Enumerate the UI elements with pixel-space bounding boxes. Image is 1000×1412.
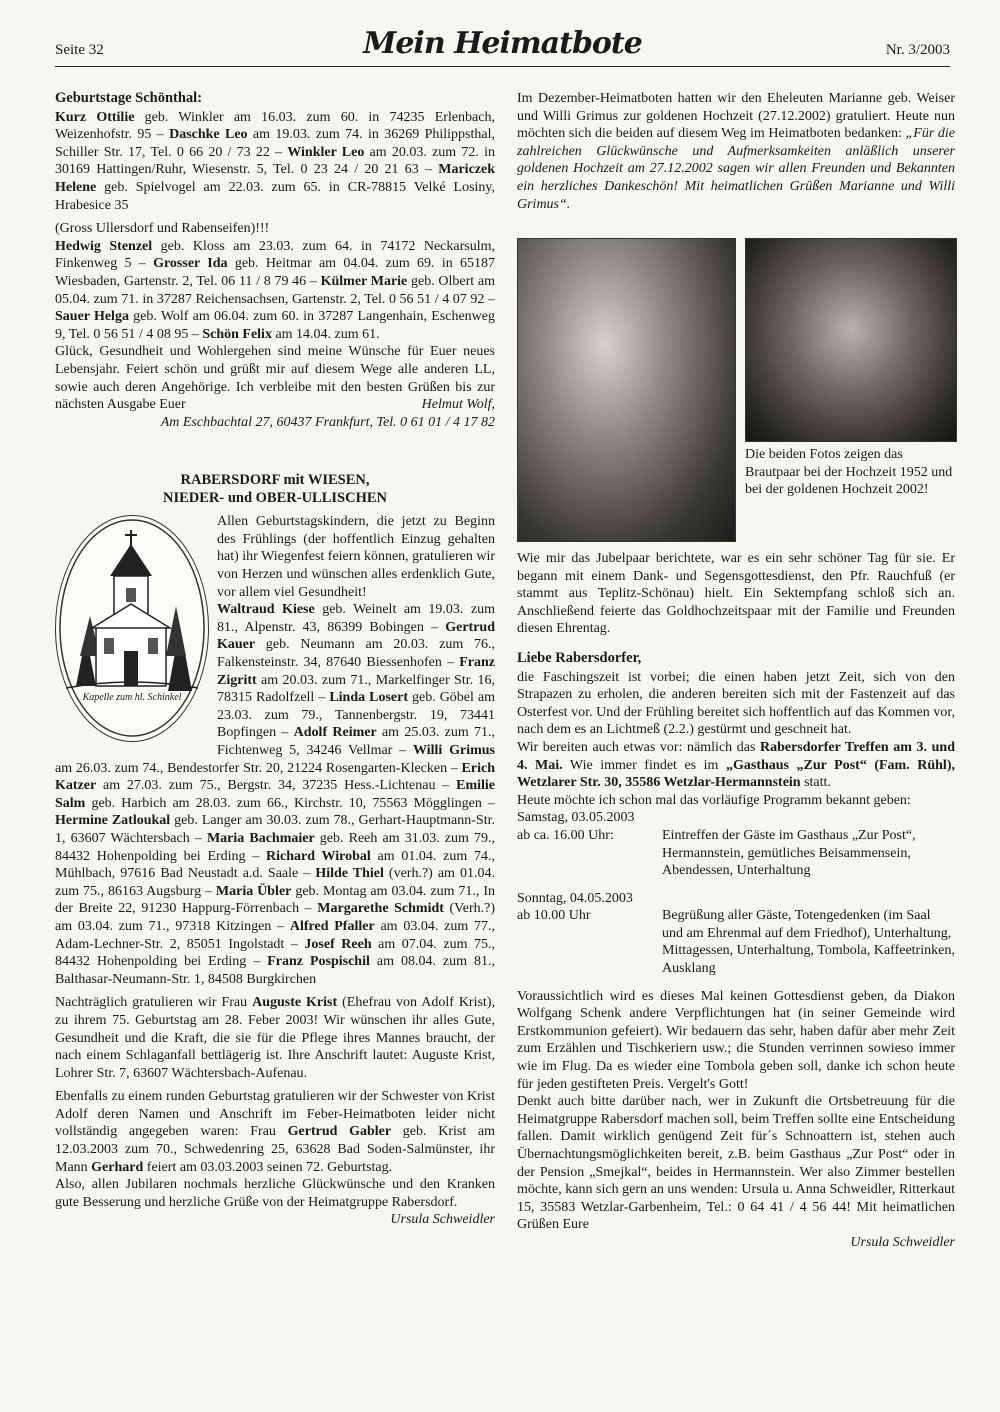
person-details: am 27.03. zum 75., Bergstr. 34, 37235 Hess.-Lichtenau –: [96, 778, 457, 794]
person-details: (verh.?) am 01.04. zum 75., 86163 Augsburg –: [55, 866, 495, 899]
person-details: am 20.03. zum 72. in 30169 Hattingen/Ruhr, Wiesenstr. 5, Tel. 0 23 24 / 20 21 63 –: [55, 144, 495, 178]
person-details: geb. Montag am 03.04. zum 71., In der Breite 22, 91230 Happurg-Förrenbach –: [55, 883, 495, 917]
person-details: geb. Göbel am 23.03. zum 79., Tannenbergstr. 19, 73441 Bopfingen –: [217, 690, 496, 741]
program-intro: Heute möchte ich schon mal das vorläufige Programm bekannt geben:: [517, 792, 911, 808]
person-name: Maria Übler: [215, 883, 292, 899]
gabler-mid: geb. Krist am 12.03.2003 zum 70., Schwedenring 25, 63628 Bad Soden-Salmünster, ihr Mann: [55, 1124, 496, 1175]
person-name: Hermine Zatloukal: [55, 813, 171, 829]
person-details: am 03.04. zum 77., Adam-Lechner-Str. 2, 85051 Ingolstadt –: [55, 918, 495, 952]
person-name: Külmer Marie: [320, 273, 408, 289]
person-details: am 20.03. zum 71., Markelfinger Str. 16, 78315 Radolfzell –: [217, 672, 495, 706]
intro-plain: Im Dezember-Heimatboten hatten wir den Eheleuten Marianne geb. Weiser und Willi Grimus zur goldenen Hochzeit (27.12.2002) gratuliert. Heute nun möchten sich die beiden auf diesem Weg im Heimatboten bedanken:: [517, 91, 955, 142]
treffen-pre: Wir bereiten auch etwas vor: nämlich das: [517, 739, 760, 755]
person-details: am 07.04. zum 75., 84432 Hohenpolding bei Erding –: [55, 936, 495, 970]
program-day1-time: ab ca. 16.00 Uhr:: [517, 827, 614, 843]
person-name: Sauer Helga: [55, 309, 129, 325]
voraus-paragraph: Voraussichtlich wird es dieses Mal keinen Gottesdienst geben, da Diakon Wolfgang Schenk andere Verpflichtungen hat (in seiner Gemeinde wird Erstkommunion gefeiert). Wir bedauern das sehr, haben dafür aber mehr Zeit zum Erzählen und Tischkeriern usw.; die Stunden verrinnen sowieso immer wie im Flug. Da es wieder eine Tombola geben soll, danke ich schon heute für jeden gestifteten Preis. Vergelt's Gott!: [517, 988, 955, 1092]
intro-italic: „Für die zahlreichen Glückwünsche und Aufmerksamkeiten anläßlich unserer goldenen Hochzeit am 27.12.2002 sagen wir allen Freunden und Bekannten ein herzliches Dankeschön! Mit heimatlichen Grüßen Marianne und Willi Grimus“.: [517, 126, 956, 212]
right-column-intro: [517, 90, 955, 219]
person-details: geb. Kloss am 23.03. zum 64. in 74172 Neckarsulm, Finkenweg 5 –: [55, 238, 495, 272]
closing-signature: Ursula Schweidler: [390, 1212, 495, 1228]
closing-paragraph: [55, 1176, 495, 1228]
program-day2: Sonntag, 04.05.2003: [517, 890, 633, 906]
person-details: geb. Langer am 30.03. zum 78., Gerhart-Hauptmann-Str. 1, 63607 Wächtersbach –: [55, 813, 495, 846]
person-details: geb. Winkler am 16.03. zum 60. in 74235 Erlenbach, Weizenhofstr. 95 –: [55, 109, 495, 143]
person-name: Adolf Reimer: [293, 725, 377, 741]
schoenthal-list-1: [55, 109, 495, 215]
krist-pre: Nachträglich gratulieren wir Frau: [55, 995, 253, 1011]
person-details: geb. Neumann am 20.03. zum 76., Falkensteinstr. 34, 87640 Biessenhofen –: [217, 637, 495, 671]
person-name: Kurz Ottilie: [55, 109, 135, 125]
person-name: Winkler Leo: [287, 144, 365, 160]
schoenthal-list-2: [55, 238, 495, 344]
signature-address: Am Eschbachtal 27, 60437 Frankfurt, Tel. 0 61 01 / 4 17 82: [160, 414, 495, 430]
rabersdorf-title-line1: RABERSDORF mit WIESEN,: [180, 472, 370, 489]
issue-number: Nr. 3/2003: [885, 42, 950, 58]
person-details: (Verh.?) am 03.04. zum 71., 97318 Kitzingen –: [55, 901, 495, 934]
program-day2-text: Begrüßung aller Gäste, Totengedenken (im Saal und am Ehrenmal auf dem Friedhof), Unterhaltung, Mittagessen, Unterhaltung, Tombola, Kaffeetrinken, Ausklang: [662, 908, 955, 977]
gabler-pre: Ebenfalls zu einem runden Geburtstag gratulieren wir der Schwester von Krist Adolf deren Namen und Anschrift im Feber-Heimatboten leider nicht vollständig angegeben waren: Frau: [55, 1089, 495, 1140]
person-name: Schön Felix: [202, 326, 272, 342]
krist-name: Auguste Krist: [252, 995, 338, 1011]
program-day2-time: ab 10.00 Uhr: [517, 908, 591, 924]
liebe-paragraph: die Faschingszeit ist vorbei; die einen haben jetzt Zeit, sich von den Strapazen zu erholen, die anderen bereiten sich mit der Fastenzeit auf das Osterfest vor. Und der Frühling bereitet sich hoffentlich auf das Kommen vor, nach dem es an Lichtmeß (2.2.) gestürmt und geschneit hat.: [517, 669, 955, 738]
person-details: am 08.04. zum 81., Balthasar-Neumann-Str. 1, 84508 Burgkirchen: [55, 954, 496, 987]
person-name: Richard Wirobal: [266, 848, 371, 864]
person-name: Gertrud Kauer: [217, 619, 495, 653]
person-name: Mariczek Helene: [55, 162, 495, 195]
program-table: [517, 809, 955, 977]
person-name: Willi Grimus: [412, 743, 495, 758]
person-name: Hedwig Stenzel: [55, 238, 153, 254]
photo-caption: Die beiden Fotos zeigen das Brautpaar bei der Hochzeit 1952 und bei der goldenen Hochzeit 2002!: [745, 447, 953, 498]
person-details: am 01.04. zum 74., Mühlbach, 97616 Bad Neustadt a.d. Saale –: [55, 848, 495, 882]
chapel-emblem-caption: Kapelle zum hl. Schinkel: [82, 692, 182, 704]
person-details: am 14.04. zum 61.: [271, 326, 380, 342]
program-day1: Samstag, 03.05.2003: [517, 810, 635, 826]
page-header: [55, 20, 950, 66]
header-divider: [55, 66, 950, 67]
schoenthal-note: (Gross Ullersdorf und Rabenseifen)!!!: [55, 221, 270, 237]
treffen-location: „Gasthaus „Zur Post“ (Fam. Rühl), Wetzlarer Str. 30, 35586 Wetzlar-Hermannstein: [517, 757, 955, 791]
person-name: Franz Pospischil: [267, 954, 370, 970]
gabler-paragraph: [55, 1088, 495, 1176]
goldene-hochzeit-intro: [517, 90, 955, 213]
gabler-name2: Gerhard: [91, 1159, 144, 1175]
right-column-main: [517, 550, 955, 1258]
person-name: Josef Reeh: [304, 936, 372, 952]
person-name: Daschke Leo: [169, 127, 248, 143]
schoenthal-wishes: [55, 343, 495, 413]
person-name: Maria Bachmaier: [206, 830, 315, 846]
wedding-photo-1952: [517, 238, 736, 542]
denkt-paragraph: Denkt auch bitte darüber nach, wer in Zukunft die Ortsbetreuung für die Heimatgruppe Rabersdorf machen soll, beim Treffen sollte eine Entscheidung fallen. Damit wirklich genügend Zeit für´s Schnoattern ist, stehen auch Übernachtungsmöglichkeiten bereit, z.B. beim Gasthaus „Zur Post“ oder in der Pension „Smejkal“, beides in Hermannstein. Wer also Zimmer bestellen möchte, kann sich gern an uns wenden: Ursula u. Anna Schweidler, Ritterkaut 15, 35583 Wetzlar-Garbenheim, Tel.: 0 64 41 / 4 56 44! Mit heimatlichen Grüßen Eure: [517, 1094, 955, 1233]
person-details: geb. Wolf am 06.04. zum 60. in 37287 Langenhain, Eschenweg 9, Tel. 0 56 51 / 4 08 95 –: [55, 309, 495, 342]
right-signature: Ursula Schweidler: [850, 1234, 955, 1250]
person-name: Emilie Salm: [55, 778, 495, 811]
person-details: geb. Olbert am 05.04. zum 71. in 37287 Reichensachsen, Gartenstr. 2, Tel. 0 56 51 / 4 07 92 –: [55, 273, 495, 307]
person-name: Margarethe Schmidt: [317, 901, 444, 917]
person-details: am 26.03. zum 74., Bendestorfer Str. 20, 21224 Rosengarten-Klecken –: [55, 760, 462, 776]
treffen-paragraph: [517, 739, 955, 792]
chapel-emblem-drawing: [56, 516, 208, 741]
person-name: Erich Katzer: [55, 760, 495, 794]
treffen-mid: Wie immer findet es im: [562, 757, 726, 773]
person-details: geb. Harbich am 28.03. zum 66., Kirchstr. 10, 75563 Mögglingen –: [85, 795, 495, 811]
gabler-name: Gertrud Gabler: [287, 1124, 392, 1140]
person-name: Franz Zigritt: [217, 655, 495, 688]
gabler-post: feiert am 03.03.2003 seinen 72. Geburtstag.: [143, 1159, 393, 1175]
left-column: [55, 90, 495, 1229]
treffen-date: Rabersdorfer Treffen am 3. und 4. Mai.: [517, 739, 955, 773]
masthead-logo: Mein Heimatbote: [363, 26, 642, 61]
program-day1-text: Eintreffen der Gäste im Gasthaus „Zur Post“, Hermannstein, gemütliches Beisammensein, Abendessen, Unterhaltung: [662, 827, 916, 879]
chapel-emblem: [55, 515, 209, 742]
rabersdorf-intro: Allen Geburtstagskindern, die jetzt zu Beginn des Frühlings (der hoffentlich Einzug gehalten hat) ihr Wiegenfest feiern können, gratulieren wir von Herzen und wünschen alles erdenklich Gute, vor allem viel Gesundheit!: [217, 514, 495, 600]
golden-wedding-photo-2002: [745, 238, 957, 442]
signature-name: Helmut Wolf,: [421, 397, 495, 413]
jubel-paragraph: Wie mir das Jubelpaar berichtete, war es ein sehr schöner Tag für sie. Er begann mit einem Dank- und Segensgottesdienst, den Pfr. Rauchfuß (er stammt aus Teplitz-Schönau) hielt. Ein Sektempfang schloß sich an. Anschließend feierte das Goldhochzeitspaar mit der Familie und Freunden diesen Ehrentag.: [517, 551, 955, 637]
person-name: Linda Losert: [329, 690, 408, 706]
person-details: geb. Heitmar am 04.04. zum 69. in 65187 Wiesbaden, Gartenstr. 2, Tel. 06 11 / 8 79 46 –: [55, 256, 496, 289]
person-name: Hilde Thiel: [315, 866, 384, 882]
person-details: am 19.03. zum 74. in 36269 Philippsthal, Schiller Str. 17, Tel. 0 66 20 / 73 22 –: [55, 127, 495, 160]
person-name: Grosser Ida: [153, 256, 228, 272]
krist-paragraph: [55, 994, 495, 1082]
krist-post: (Ehefrau von Adolf Krist), zu ihrem 75. Geburtstag am 28. Feber 2003! Wir wünschen ihr alles Gute, Gesundheit und die Kraft, die sie für die Pflege ihres Mannes braucht, der nach einem Schlaganfall bettlägerig ist. Ihre Anschrift lautet: Auguste Krist, Lohrer Str. 7, 63607 Wächtersbach-Aufenau.: [55, 995, 495, 1081]
person-name: Waltraud Kiese: [217, 602, 315, 618]
rabersdorf-title: [55, 471, 495, 507]
liebe-heading: Liebe Rabersdorfer,: [517, 649, 642, 666]
treffen-post: statt.: [800, 775, 831, 791]
schoenthal-heading: Geburtstage Schönthal:: [55, 90, 203, 106]
person-details: geb. Weinelt am 19.03. zum 81., Alpenstr. 43, 86399 Bobingen –: [217, 602, 495, 635]
closing-text: Also, allen Jubilaren nochmals herzliche Glückwünsche und den Kranken gute Besserung und herzliche Grüße von der Heimatgruppe Rabersdorf.: [55, 1177, 495, 1210]
page-number: Seite 32: [55, 42, 104, 58]
person-details: geb. Spielvogel am 22.03. zum 65. in CR-78815 Velké Losiny, Hrabesice 35: [55, 179, 495, 213]
person-details: am 25.03. zum 71., Fichtenweg 5, 34246 Vellmar –: [217, 725, 495, 758]
schoenthal-wishes-text: Glück, Gesundheit und Wohlergehen sind meine Wünsche für Euer neues Lebensjahr. Feiert schön und grüßt mir auf diesem Wege alle anderen LL, sowie auch deren Angehörige. Ich verbleibe mit den besten Grüßen bis zur nächsten Ausgabe Euer: [55, 344, 495, 413]
person-name: Alfred Pfaller: [289, 918, 375, 934]
rabersdorf-title-line2: NIEDER- und OBER-ULLISCHEN: [162, 490, 387, 507]
person-details: geb. Reeh am 31.03. zum 79., 84432 Hohenpolding bei Erding –: [55, 830, 496, 864]
